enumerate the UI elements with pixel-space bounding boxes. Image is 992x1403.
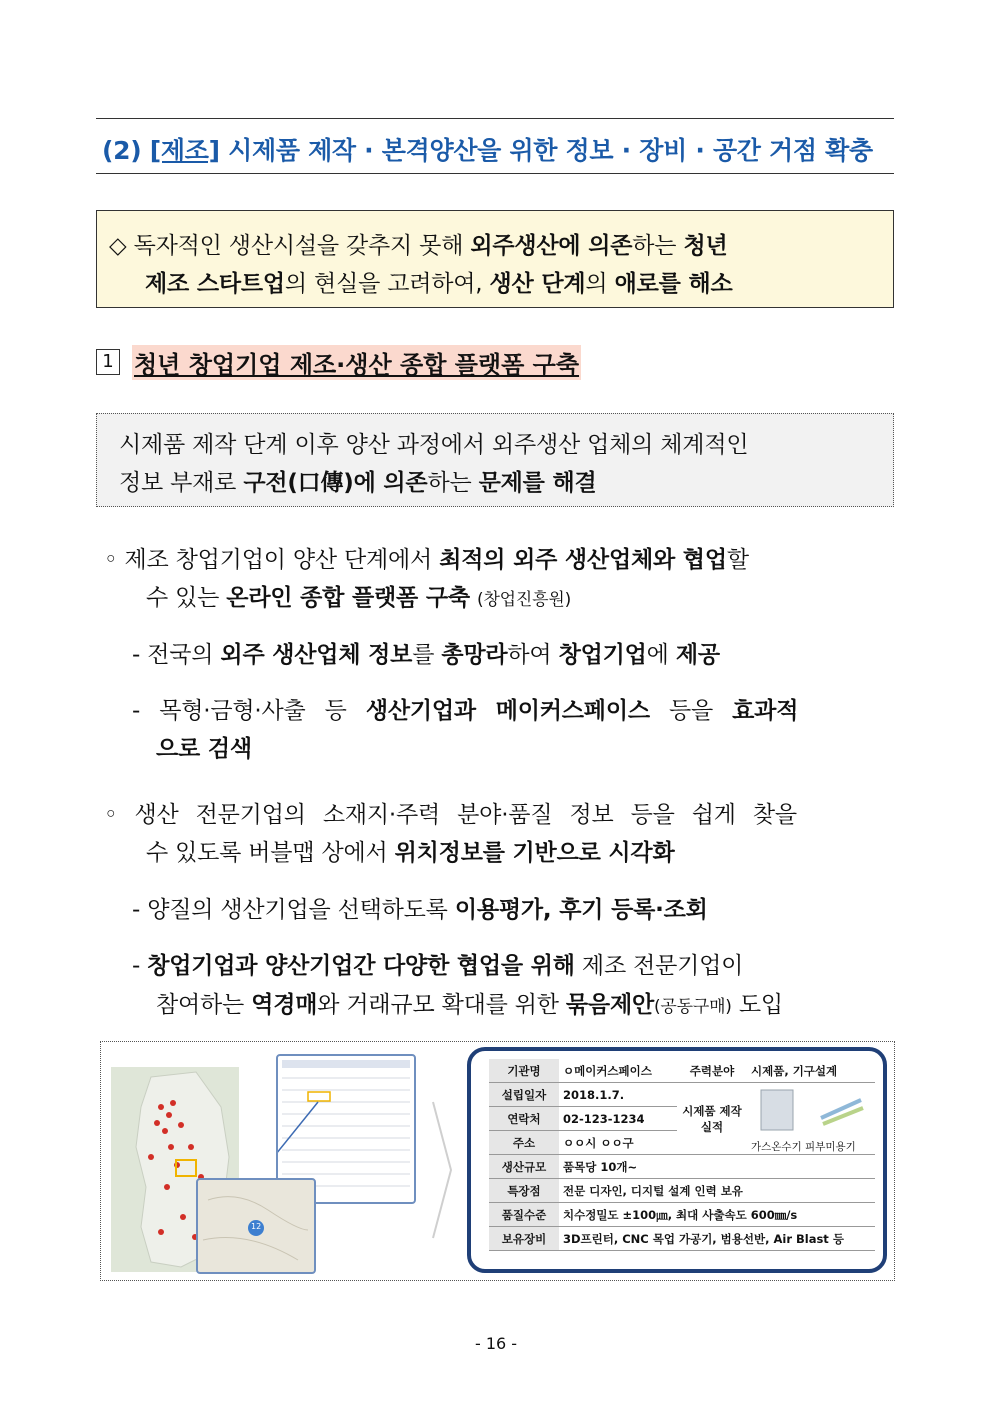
bullet-text: 생산 전문기업의 소재지·주력 분야·품질 정보 등을 쉽게 찾을 (134, 802, 797, 828)
table-value: 시제품, 기구설계 (747, 1059, 875, 1083)
dash-1 (132, 636, 720, 669)
table-row (489, 1059, 875, 1083)
table-key: 주소 (489, 1131, 559, 1155)
dash-2-line-1 (132, 692, 798, 725)
dash-4-line-2 (156, 986, 783, 1019)
dash-emphasis: 역경매 (251, 992, 318, 1018)
dash-text: 등을 (668, 698, 714, 724)
table-key: 시제품 제작실적 (677, 1083, 747, 1155)
dash-note: (공동구매) (653, 997, 732, 1017)
summary-emphasis: 청년 (683, 233, 728, 259)
dash-text: 도입 (738, 992, 783, 1018)
summary-emphasis: 외주생산에 의존 (470, 233, 633, 259)
bullet-2-line-2 (146, 834, 674, 867)
section-heading (96, 118, 894, 174)
dash-text: 하여 (507, 642, 552, 668)
table-row (489, 1083, 875, 1107)
problem-text: 정보 부재로 (119, 470, 237, 496)
dash-text: 에 (646, 642, 669, 668)
table-value: 3D프린터, CNC 목업 가공기, 범용선반, Air Blast 등 (559, 1227, 875, 1251)
subsection-number: 1 (96, 349, 120, 375)
dash-mark: - (132, 897, 141, 923)
map-highlight (175, 1159, 197, 1177)
dash-emphasis: 창업기업 (558, 642, 647, 668)
summary-emphasis: 생산 단계 (489, 271, 586, 297)
table-row (489, 1203, 875, 1227)
dash-text: 목형·금형·사출 등 (159, 698, 347, 724)
problem-line-1: 시제품 제작 단계 이후 양산 과정에서 외주생산 업체의 체계적인 (119, 432, 749, 458)
company-info-card (467, 1047, 887, 1273)
product-photos (751, 1088, 871, 1136)
platform-figure (100, 1041, 895, 1281)
table-key: 설립일자 (489, 1083, 559, 1107)
bullet-emphasis: 위치정보를 기반으로 시각화 (394, 840, 675, 866)
zoomed-map (196, 1178, 316, 1274)
problem-emphasis: 문제를 해결 (478, 470, 597, 496)
product-captions: 가스온수기 피부미용기 (751, 1141, 856, 1153)
table-value: 품목당 10개~ (559, 1155, 875, 1179)
bullet-emphasis: 온라인 종합 플랫폼 구축 (226, 585, 470, 611)
dash-emphasis: 창업기업과 양산기업간 다양한 협업을 위해 (147, 953, 575, 979)
table-value: 치수정밀도 ±100㎛, 최대 사출속도 600㎜/s (559, 1203, 875, 1227)
summary-emphasis: 제조 스타트업 (145, 271, 285, 297)
summary-box (96, 210, 894, 308)
table-row (489, 1227, 875, 1251)
summary-text: 독자적인 생산시설을 갖추지 못해 (133, 233, 464, 259)
subsection-title: 청년 창업기업 제조·생산 종합 플랫폼 구축 (132, 345, 581, 380)
table-row (489, 1179, 875, 1203)
dash-mark: - (132, 953, 141, 979)
bullet-note: (창업진흥원) (477, 590, 572, 610)
dash-emphasis: 생산기업과 메이커스페이스 (365, 698, 650, 724)
problem-box (96, 413, 894, 507)
bullet-text: 제조 창업기업이 양산 단계에서 (124, 547, 433, 573)
bullet-text: 할 (726, 547, 749, 573)
problem-text: 하는 (427, 470, 472, 496)
product-images (747, 1083, 875, 1155)
table-value: 2018.1.7. (559, 1083, 677, 1107)
page-number: - 16 - (474, 1334, 518, 1353)
summary-bullet: ◇ (109, 233, 127, 259)
table-key: 기관명 (489, 1059, 559, 1083)
company-info-table (489, 1059, 875, 1251)
summary-text: 의 현실을 고려하여, (284, 271, 483, 297)
dash-text: 를 (412, 642, 435, 668)
dash-emphasis: 으로 검색 (156, 736, 252, 762)
bullet-mark: ◦ (104, 547, 118, 573)
dash-2-line-2 (156, 730, 252, 763)
table-key: 품질수준 (489, 1203, 559, 1227)
dash-3 (132, 891, 708, 924)
dash-text: 제조 전문기업이 (581, 953, 744, 979)
dash-emphasis: 제공 (675, 642, 720, 668)
bullet-text: 수 있는 (146, 585, 220, 611)
section-title: 시제품 제작 · 본격양산을 위한 정보 · 장비 · 공간 거점 확충 (228, 136, 873, 165)
table-value: ㅇㅇ시 ㅇㅇ구 (559, 1131, 677, 1155)
summary-emphasis: 애로를 해소 (614, 271, 733, 297)
bullet-text: 수 있도록 버블맵 상에서 (146, 840, 388, 866)
summary-text: 의 (585, 271, 608, 297)
bullet-2-line-1 (104, 796, 797, 829)
dash-text: 참여하는 (156, 992, 245, 1018)
table-row (489, 1155, 875, 1179)
dash-text: 양질의 생산기업을 선택하도록 (147, 897, 448, 923)
bullet-1-line-1 (104, 541, 749, 574)
problem-emphasis: 구전(口傳)에 의존 (243, 470, 428, 496)
bubble-count: 12 (251, 1222, 262, 1231)
dash-emphasis: 총망라 (441, 642, 508, 668)
chevron-right-icon (431, 1100, 453, 1240)
dash-mark: - (132, 698, 141, 724)
table-value: ㅇ메이커스페이스 (559, 1059, 677, 1083)
dash-4-line-1 (132, 947, 743, 980)
table-key: 주력분야 (677, 1059, 747, 1083)
section-number: (2) (102, 136, 142, 165)
table-key: 보유장비 (489, 1227, 559, 1251)
dash-mark: - (132, 642, 141, 668)
table-key: 생산규모 (489, 1155, 559, 1179)
dash-text: 전국의 (147, 642, 214, 668)
section-tag: [제조] (149, 136, 220, 165)
dash-text: 와 거래규모 확대를 위한 (317, 992, 559, 1018)
dash-emphasis: 묶음제안 (565, 992, 654, 1018)
dash-emphasis: 이용평가, 후기 등록·조회 (454, 897, 708, 923)
table-value: 02-123-1234 (559, 1107, 677, 1131)
bullet-1-line-2 (146, 579, 571, 612)
bullet-mark: ◦ (104, 802, 118, 828)
table-key: 연락처 (489, 1107, 559, 1131)
table-value: 전문 디자인, 디지털 설계 인력 보유 (559, 1179, 875, 1203)
summary-text: 하는 (632, 233, 677, 259)
bullet-emphasis: 최적의 외주 생산업체와 협업 (439, 547, 727, 573)
table-key: 특장점 (489, 1179, 559, 1203)
dash-emphasis: 외주 생산업체 정보 (220, 642, 413, 668)
dash-emphasis: 효과적 (732, 698, 799, 724)
